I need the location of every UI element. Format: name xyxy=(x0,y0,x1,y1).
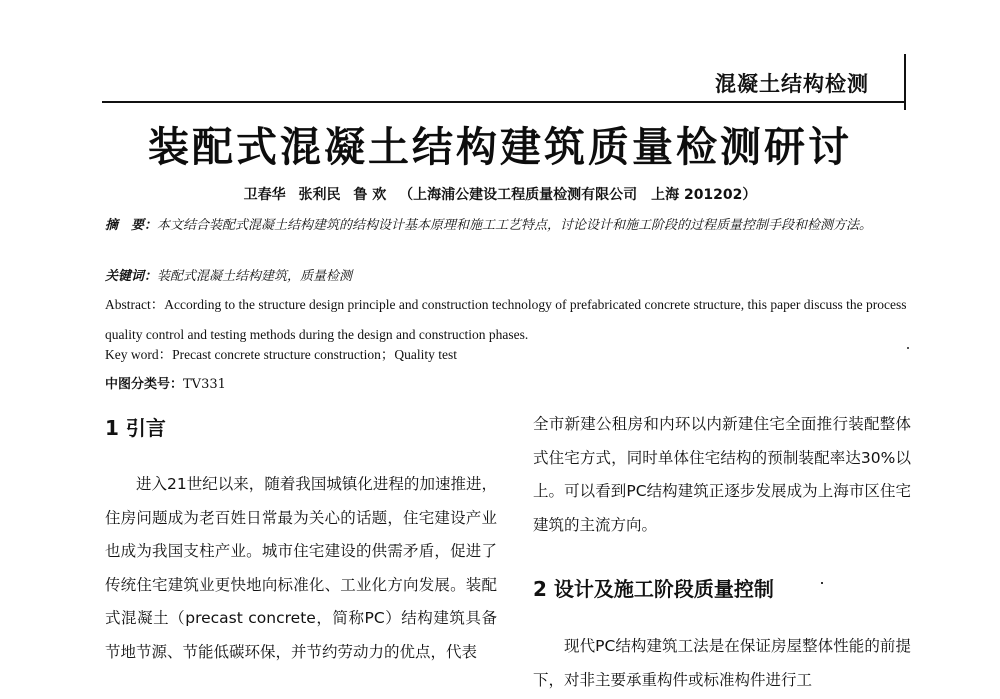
clc-label: 中图分类号： xyxy=(105,377,184,392)
abstract-en-text: According to the structure design principle and construction technology of prefabricated concrete structure, this paper discuss the process quality control and testing methods during the design and construction phases. xyxy=(105,297,907,342)
right-column-section-2 xyxy=(533,630,911,697)
abstract-zh-text: 本文结合装配式混凝土结构建筑的结构设计基本原理和施工工艺特点，讨论设计和施工阶段的过程质量控制手段和检测方法。 xyxy=(157,218,873,233)
abstract-zh-label: 摘 要： xyxy=(105,218,158,233)
keywords-zh-label: 关键词： xyxy=(105,269,158,284)
keywords-en-text: Precast concrete structure construction；Quality test xyxy=(172,347,458,362)
abstract-zh xyxy=(105,212,915,240)
section-1-paragraph: 进入21世纪以来，随着我国城镇化进程的加速推进，住房问题成为老百姓日常最为关心的话题，住宅建设产业也成为我国支柱产业。城市住宅建设的供需矛盾，促进了传统住宅建筑业更快地向标准化、工业化方向发展。装配式混凝土（precast concrete，简称PC）结构建筑具备节地节源、节能低碳环保，并节约劳动力的优点，代表 xyxy=(105,475,497,661)
section-1-heading: 1 引言 xyxy=(105,416,166,440)
scan-speck xyxy=(907,347,909,349)
running-head: 混凝土结构检测 xyxy=(715,72,869,96)
scan-speck xyxy=(821,582,823,584)
author-affiliation: （上海浦公建设工程质量检测有限公司 上海 201202） xyxy=(399,187,757,203)
keywords-en xyxy=(105,346,915,364)
section-2-paragraph: 现代PC结构建筑工法是在保证房屋整体性能的前提下，对非主要承重构件或标准构件进行工 xyxy=(533,637,911,689)
classification-code xyxy=(105,376,915,394)
left-column xyxy=(105,468,497,670)
paper-title: 装配式混凝土结构建筑质量检测研讨 xyxy=(148,123,852,171)
clc-code: TV331 xyxy=(183,377,226,392)
author-name: 张利民 xyxy=(298,187,341,203)
author-name: 卫春华 xyxy=(243,187,286,203)
header-rule xyxy=(102,101,906,103)
right-column-continuation: 全市新建公租房和内环以内新建住宅全面推行装配整体式住宅方式，同时单体住宅结构的预制装配率达30%以上。可以看到PC结构建筑正逐步发展成为上海市区住宅建筑的主流方向。 xyxy=(533,415,911,534)
keywords-en-label: Key word： xyxy=(105,347,173,362)
abstract-en xyxy=(105,290,915,350)
keywords-zh xyxy=(105,268,915,286)
section-2-heading: 2 设计及施工阶段质量控制 xyxy=(533,577,774,601)
keywords-zh-text: 装配式混凝土结构建筑，质量检测 xyxy=(157,269,353,284)
author-name: 鲁 欢 xyxy=(353,187,387,203)
author-line xyxy=(0,184,1000,204)
abstract-en-label: Abstract： xyxy=(105,297,165,312)
